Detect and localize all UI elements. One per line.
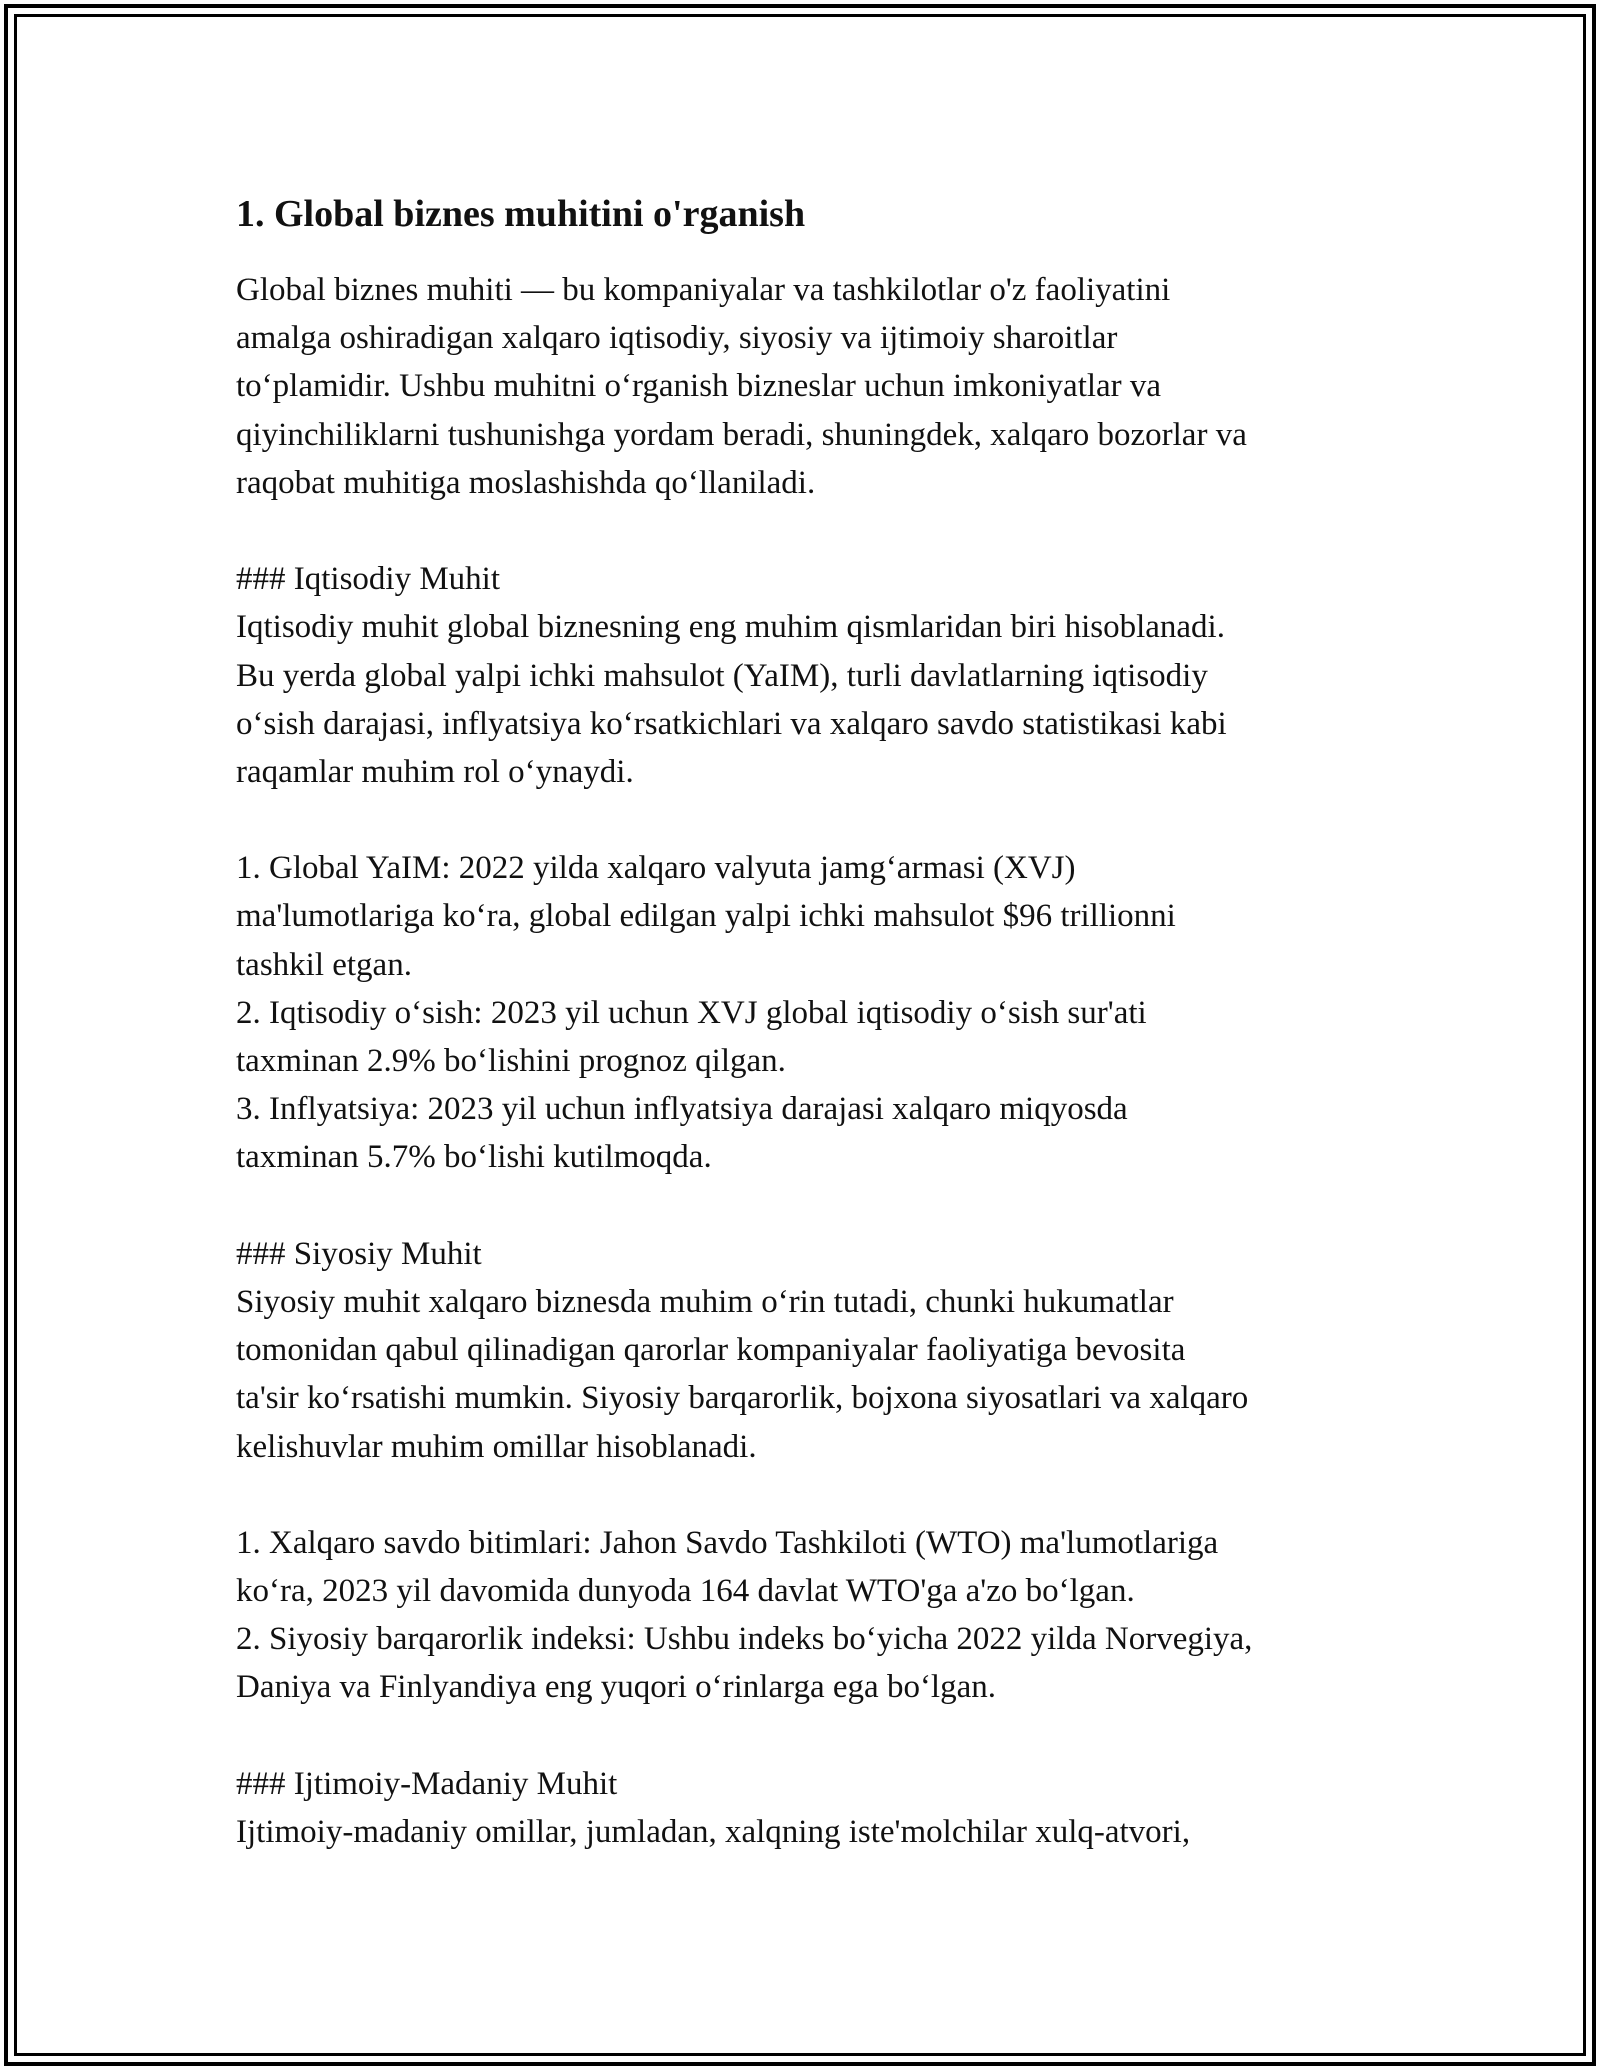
section-heading-siyosiy: ### Siyosiy Muhit	[236, 1235, 482, 1272]
list-item-line: 2. Iqtisodiy o‘sish: 2023 yil uchun XVJ global iqtisodiy o‘sish sur'ati	[236, 994, 1147, 1031]
blank-line	[236, 796, 1386, 844]
list-item-line: 1. Xalqaro savdo bitimlari: Jahon Savdo Tashkiloti (WTO) ma'lumotlariga	[236, 1524, 1219, 1561]
text-line: Iqtisodiy muhit global biznesning eng muhim qismlaridan biri hisoblanadi.	[236, 609, 1225, 646]
section-heading-ijtimoiy: ### Ijtimoiy-Madaniy Muhit	[236, 1765, 618, 1802]
text-line: Global biznes muhiti — bu kompaniyalar va tashkilotlar o'z faoliyatini	[236, 272, 1171, 308]
text-line: Bu yerda global yalpi ichki mahsulot (YaIM), turli davlatlarning iqtisodiy	[236, 657, 1208, 694]
text-line: tomonidan qabul qilinadigan qarorlar kompaniyalar faoliyatiga bevosita	[236, 1332, 1186, 1369]
page-title: 1. Global biznes muhitini o'rganish	[236, 193, 806, 235]
text-line: to‘plamidir. Ushbu muhitni o‘rganish bizneslar uchun imkoniyatlar va	[236, 368, 1162, 405]
list-item-line: Daniya va Finlyandiya eng yuqori o‘rinlarga ega bo‘lgan.	[236, 1669, 996, 1706]
blank-line	[236, 1712, 1386, 1760]
text-line: ta'sir ko‘rsatishi mumkin. Siyosiy barqarorlik, bojxona siyosatlari va xalqaro	[236, 1380, 1249, 1417]
blank-line	[236, 507, 1386, 555]
list-item-line: taxminan 2.9% bo‘lishini prognoz qilgan.	[236, 1043, 786, 1079]
list-item-line: ma'lumotlariga ko‘ra, global edilgan yalpi ichki mahsulot $96 trillionni	[236, 898, 1176, 935]
list-item-line: ko‘ra, 2023 yil davomida dunyoda 164 davlat WTO'ga a'zo bo‘lgan.	[236, 1573, 1135, 1610]
list-item-line: 3. Inflyatsiya: 2023 yil uchun inflyatsiya darajasi xalqaro miqyosda	[236, 1091, 1128, 1128]
blank-line	[236, 1471, 1386, 1519]
document-body	[236, 186, 1386, 1856]
list-item-line: tashkil etgan.	[236, 946, 412, 983]
section-heading-iqtisodiy: ### Iqtisodiy Muhit	[236, 561, 501, 598]
list-item-line: taxminan 5.7% bo‘lishi kutilmoqda.	[236, 1139, 712, 1176]
text-line: amalga oshiradigan xalqaro iqtisodiy, siyosiy va ijtimoiy sharoitlar	[236, 320, 1118, 357]
list-item-line: 1. Global YaIM: 2022 yilda xalqaro valyuta jamg‘armasi (XVJ)	[236, 850, 1076, 887]
text-line: Ijtimoiy-madaniy omillar, jumladan, xalqning iste'molchilar xulq-atvori,	[236, 1814, 1191, 1850]
text-line: raqobat muhitiga moslashishda qo‘llaniladi.	[236, 464, 816, 501]
text-line: kelishuvlar muhim omillar hisoblanadi.	[236, 1428, 757, 1465]
text-line: raqamlar muhim rol o‘ynaydi.	[236, 753, 634, 790]
text-line: qiyinchiliklarni tushunishga yordam beradi, shuningdek, xalqaro bozorlar va	[236, 416, 1247, 453]
text-line: Siyosiy muhit xalqaro biznesda muhim o‘rin tutadi, chunki hukumatlar	[236, 1283, 1174, 1320]
list-item-line: 2. Siyosiy barqarorlik indeksi: Ushbu indeks bo‘yicha 2022 yilda Norvegiya,	[236, 1621, 1253, 1658]
document-text	[236, 266, 1386, 1856]
blank-line	[236, 1182, 1386, 1230]
text-line: o‘sish darajasi, inflyatsiya ko‘rsatkichlari va xalqaro savdo statistikasi kabi	[236, 705, 1227, 742]
